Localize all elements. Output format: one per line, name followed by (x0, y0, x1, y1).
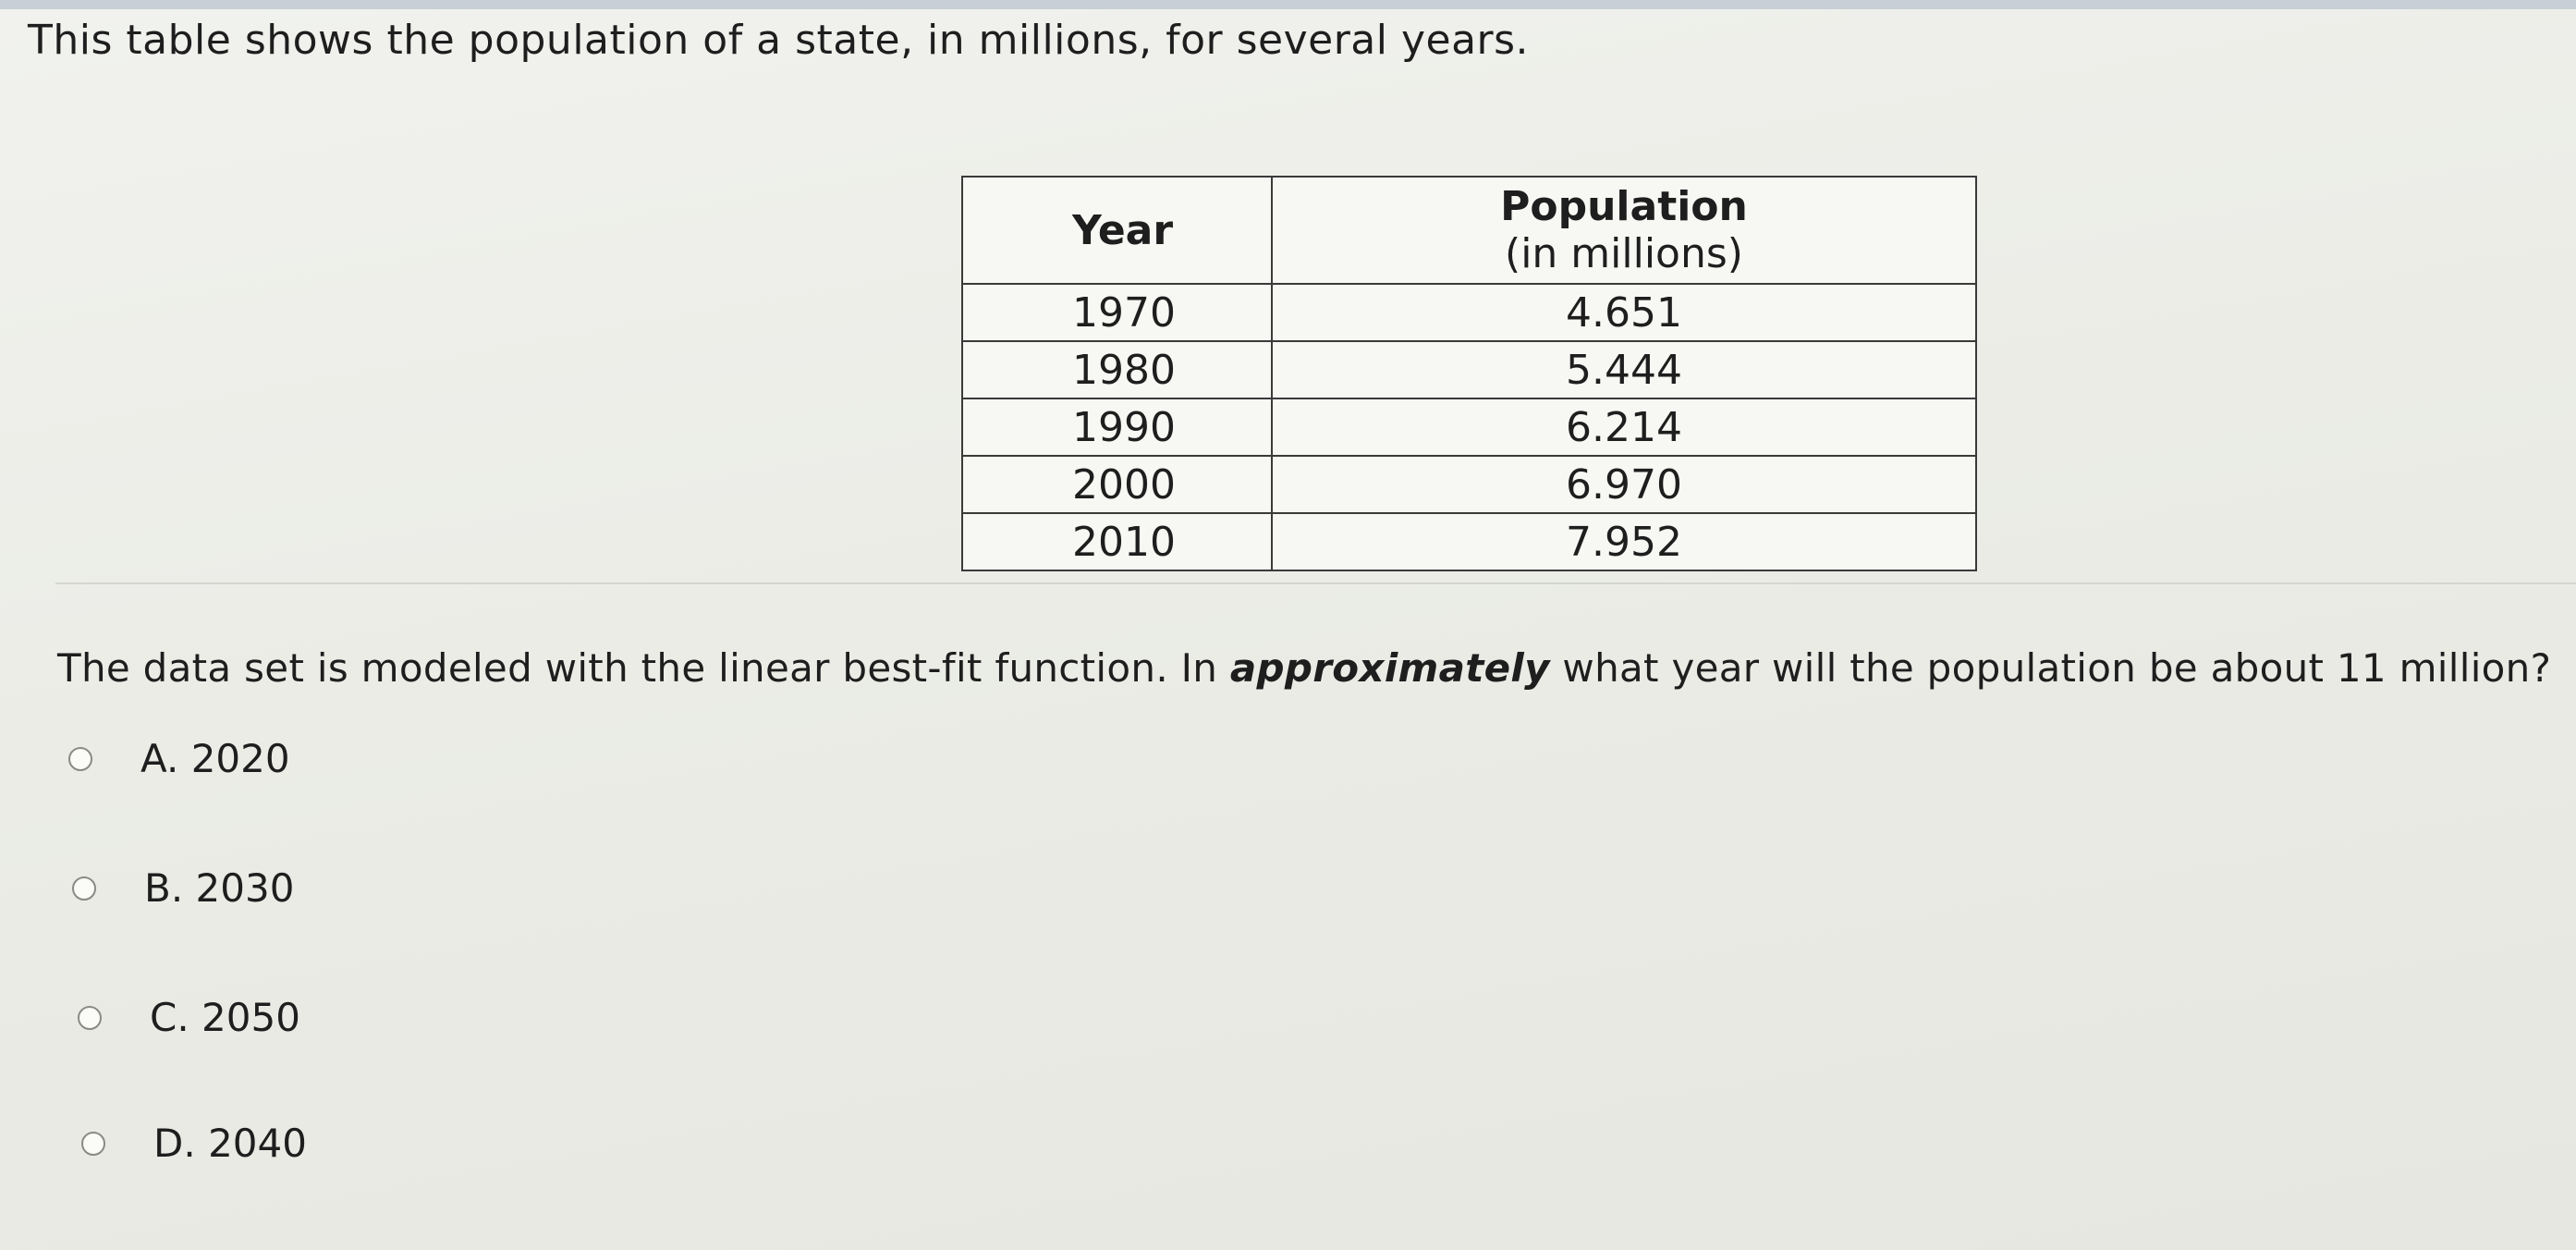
section-divider (55, 582, 2576, 584)
population-cell: 4.651 (1272, 284, 1976, 341)
question-text-after: what year will the population be about 11 million? (1549, 645, 2552, 691)
year-cell: 2010 (962, 513, 1272, 570)
population-cell: 6.214 (1272, 398, 1976, 456)
population-table (961, 176, 1977, 571)
table-row (962, 513, 1976, 570)
table-row (962, 456, 1976, 513)
radio-button-icon[interactable] (78, 1006, 102, 1030)
population-cell: 5.444 (1272, 341, 1976, 398)
year-header: Year (962, 177, 1272, 284)
population-header (1272, 177, 1976, 284)
question-text (57, 645, 2551, 691)
population-table-container (961, 176, 1977, 571)
population-cell: 7.952 (1272, 513, 1976, 570)
question-emphasis: approximately (1229, 645, 1550, 691)
answer-choice-b[interactable] (72, 865, 294, 911)
choice-value: 2030 (195, 865, 295, 911)
answer-choice-a[interactable] (68, 736, 290, 781)
question-text-before: The data set is modeled with the linear best-fit function. In (57, 645, 1230, 691)
year-cell: 1980 (962, 341, 1272, 398)
choice-value: 2040 (208, 1121, 307, 1166)
table-row (962, 341, 1976, 398)
choice-letter: A. (140, 736, 179, 781)
choice-letter: D. (153, 1121, 196, 1166)
choice-value: 2020 (190, 736, 290, 781)
top-strip (0, 0, 2576, 9)
radio-button-icon[interactable] (81, 1132, 105, 1156)
radio-button-icon[interactable] (68, 747, 92, 771)
question-prompt: This table shows the population of a state, in millions, for several years. (28, 17, 1530, 64)
year-cell: 2000 (962, 456, 1272, 513)
radio-button-icon[interactable] (72, 876, 96, 901)
table-header-row (962, 177, 1976, 284)
population-header-label: Population (1500, 183, 1748, 230)
year-cell: 1970 (962, 284, 1272, 341)
choice-letter: C. (150, 995, 189, 1040)
table-row (962, 398, 1976, 456)
table-row (962, 284, 1976, 341)
choice-value: 2050 (201, 995, 300, 1040)
choice-letter: B. (144, 865, 184, 911)
population-cell: 6.970 (1272, 456, 1976, 513)
answer-choice-d[interactable] (81, 1121, 307, 1166)
answer-choice-c[interactable] (78, 995, 300, 1040)
population-header-unit: (in millions) (1505, 230, 1743, 277)
year-cell: 1990 (962, 398, 1272, 456)
